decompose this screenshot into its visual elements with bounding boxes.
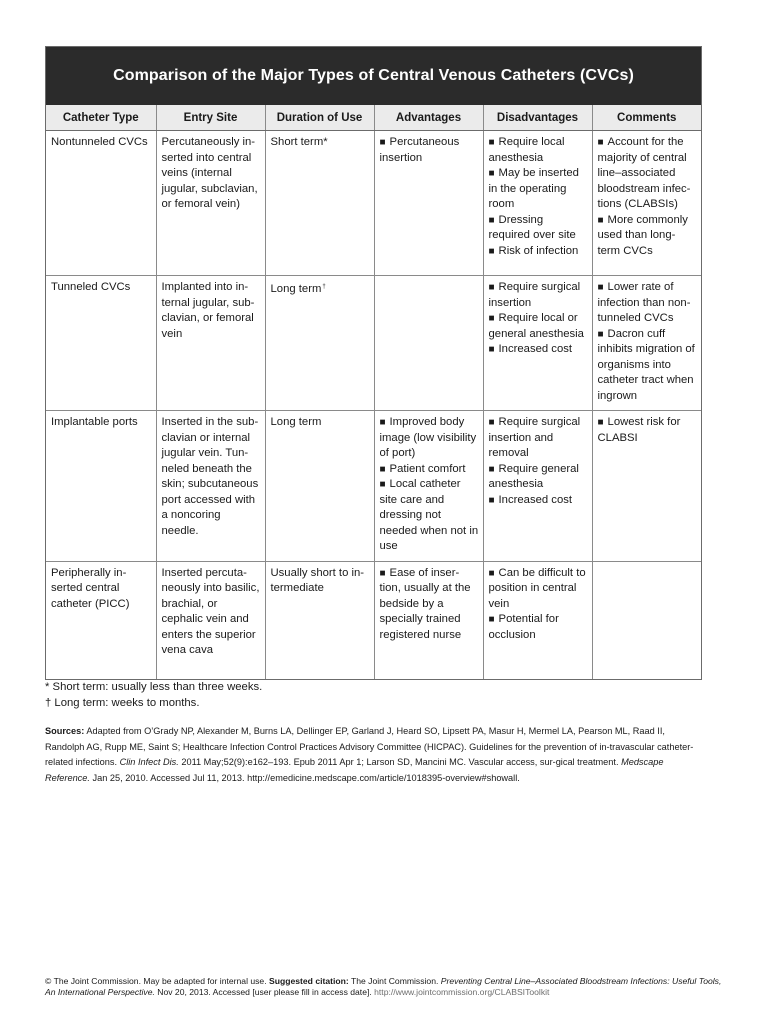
cell-entry-site: [156, 411, 265, 562]
square-bullet-icon: ■: [379, 463, 386, 475]
bullet-item: [598, 213, 698, 260]
cell-duration-text: Usually short to in-termediate: [270, 566, 365, 594]
sources-journal: Clin Infect Dis.: [119, 757, 179, 767]
cell-catheter-type-text: Tunneled CVCs: [51, 281, 131, 293]
bullet-item: [598, 280, 698, 327]
bullet-text: Require general anesthesia: [488, 462, 579, 490]
cell-entry-site: [156, 561, 265, 679]
bullet-item: [380, 135, 479, 166]
cell-advantages: [374, 411, 483, 562]
cell-disadvantages: [483, 561, 592, 679]
square-bullet-icon: ■: [379, 417, 386, 428]
cell-duration: [265, 411, 374, 562]
bullet-text: Risk of infection: [498, 244, 579, 257]
square-bullet-icon: ■: [488, 567, 495, 579]
bullet-text: Improved body image (low visibility of port): [379, 416, 477, 459]
bullet-text: Patient comfort: [389, 462, 466, 475]
bullet-text: May be inserted in the operating room: [488, 167, 579, 210]
square-bullet-icon: ■: [488, 313, 495, 324]
cell-entry-site-text: Implanted into in-ternal jugular, sub-clavian, or femoral vein: [161, 281, 255, 340]
header-disadvantages: Disadvantages: [483, 105, 592, 131]
table-row: [46, 411, 701, 562]
square-bullet-icon: ■: [488, 168, 495, 179]
sources-reference: Medscape Reference.: [45, 757, 664, 783]
bullet-text: Potential for occlusion: [488, 613, 559, 641]
cell-duration: [265, 276, 374, 411]
cell-catheter-type: [46, 276, 156, 411]
bullet-text: Require surgical insertion: [488, 281, 581, 309]
bullet-item: [380, 462, 479, 478]
citation-date: Nov 20, 2013. Accessed [user please fill in access date].: [154, 987, 375, 997]
cell-duration-text: Long term: [270, 416, 322, 428]
bullet-text: Percutaneous insertion: [379, 136, 460, 164]
bullet-text: Require local anesthesia: [488, 136, 565, 164]
table-title: Comparison of the Major Types of Central Venous Catheters (CVCs): [46, 47, 701, 105]
cell-entry-site: [156, 276, 265, 411]
sources-text-3: Jan 25, 2010. Accessed Jul 11, 2013. http://emedicine.medscape.com/article/1018395-overview#showall.: [89, 772, 520, 783]
square-bullet-icon: ■: [379, 479, 386, 490]
table-row: [46, 131, 701, 276]
square-bullet-icon: ■: [597, 214, 604, 226]
cell-comments: [592, 561, 701, 679]
cell-duration-text: Long term: [270, 283, 322, 295]
bullet-item: [489, 280, 588, 311]
bullet-text: Account for the majority of central line–associated bloodstream infec-tions (CLABSIs): [597, 136, 691, 210]
sources-label: Sources:: [45, 726, 85, 736]
bullet-text: Lowest risk for CLABSI: [597, 416, 681, 444]
bullet-item: [489, 244, 588, 260]
bullet-text: Local catheter site care and dressing not needed when not in use: [379, 478, 479, 552]
bullet-item: [489, 493, 588, 509]
header-row: [46, 105, 701, 131]
bullet-text: Ease of inser-tion, usually at the bedside by a specially trained registered nurse: [379, 566, 471, 641]
cell-comments: [592, 276, 701, 411]
square-bullet-icon: ■: [597, 137, 604, 148]
square-bullet-icon: ■: [597, 328, 604, 340]
header-catheter-type: Catheter Type: [46, 105, 156, 131]
bullet-item: [598, 415, 698, 446]
cell-disadvantages: [483, 131, 592, 276]
bullet-item: [489, 612, 588, 643]
bullet-text: Require surgical insertion and removal: [488, 416, 581, 459]
bullet-item: [489, 462, 588, 493]
dagger-mark: †: [322, 284, 326, 290]
table-row: [46, 561, 701, 679]
square-bullet-icon: ■: [488, 614, 495, 625]
square-bullet-icon: ■: [488, 417, 495, 428]
sources-text-2: 2011 May;52(9):e162–193. Epub 2011 Apr 1; Larson SD, Mancini MC. Vascular access, sur-gical treatment.: [178, 757, 622, 767]
bullet-text: Require local or general anesthesia: [488, 312, 584, 340]
bullet-item: [489, 415, 588, 462]
header-entry-site: Entry Site: [156, 105, 265, 131]
cell-entry-site-text: Percutaneously in-serted into central veins (internal jugular, subclavian, or femoral vein): [161, 136, 258, 210]
cell-comments: [592, 131, 701, 276]
square-bullet-icon: ■: [488, 463, 495, 475]
cell-catheter-type-text: Peripherally in-serted central catheter (PICC): [51, 566, 130, 610]
citation-label: Suggested citation:: [269, 976, 349, 986]
bullet-item: [489, 342, 588, 358]
square-bullet-icon: ■: [488, 245, 495, 257]
footnote-short-term: * Short term: usually less than three weeks.: [45, 681, 263, 693]
bullet-item: [489, 566, 588, 613]
cell-catheter-type-text: Nontunneled CVCs: [51, 136, 148, 148]
square-bullet-icon: ■: [488, 282, 495, 293]
footnote-long-term: † Long term: weeks to months.: [45, 696, 200, 709]
cell-advantages: [374, 276, 483, 411]
cell-advantages: [374, 561, 483, 679]
bullet-text: Increased cost: [498, 343, 573, 355]
square-bullet-icon: ■: [597, 282, 604, 293]
table-row: [46, 276, 701, 411]
cell-disadvantages: [483, 411, 592, 562]
square-bullet-icon: ■: [597, 417, 604, 428]
cell-catheter-type-text: Implantable ports: [51, 416, 138, 428]
citation-footer: [45, 976, 725, 998]
header-advantages: Advantages: [374, 105, 483, 131]
citation-text: The Joint Commission.: [348, 976, 441, 986]
footnotes: [45, 680, 262, 711]
bullet-item: [489, 135, 588, 166]
bullet-item: [489, 213, 588, 244]
bullet-text: Dacron cuff inhibits migration of organisms into catheter tract when ingrown: [597, 327, 695, 402]
cell-entry-site-text: Inserted percuta-neously into basilic, brachial, or cephalic vein and enters the superior vena cava: [161, 566, 260, 656]
square-bullet-icon: ■: [379, 137, 386, 148]
cell-duration: [265, 131, 374, 276]
cell-duration-text: Short term*: [270, 136, 328, 148]
sources-text-1: Adapted from O’Grady NP, Alexander M, Burns LA, Dellinger EP, Garland J, Heard SO, Lipsett PA, Masur H, Mermel LA, Pearson ML, Raad II, Randolph AG, Rupp ME, Saint S; Healthcare Infection Control Practices Advisory Committee (HICPAC). Guidelines for the prevention of in-travascular catheter-related infections.: [45, 726, 694, 767]
cell-entry-site-text: Inserted in the sub-clavian or internal jugular vein. Tun-neled beneath the skin; subcutaneous port accessed with a noncoring needle.: [161, 416, 259, 537]
cell-comments: [592, 411, 701, 562]
bullet-text: Lower rate of infection than non-tunneled CVCs: [597, 281, 691, 324]
copyright-text: © The Joint Commission. May be adapted for internal use.: [45, 976, 269, 986]
header-comments: Comments: [592, 105, 701, 131]
cell-duration: [265, 561, 374, 679]
cell-catheter-type: [46, 411, 156, 562]
toolkit-link[interactable]: http://www.jointcommission.org/CLABSIToolkit: [374, 987, 550, 997]
bullet-item: [380, 415, 479, 462]
comparison-grid: [46, 105, 701, 679]
square-bullet-icon: ■: [488, 214, 495, 226]
cell-catheter-type: [46, 561, 156, 679]
header-duration: Duration of Use: [265, 105, 374, 131]
citation-title: Preventing Central Line–Associated Bloodstream Infections: Useful Tools, An International Perspective.: [45, 976, 722, 997]
bullet-item: [489, 311, 588, 342]
bullet-text: Can be difficult to position in central vein: [488, 566, 586, 610]
bullet-text: Dressing required over site: [488, 213, 576, 241]
cell-advantages: [374, 131, 483, 276]
square-bullet-icon: ■: [488, 494, 495, 506]
bullet-item: [598, 327, 698, 405]
bullet-text: More commonly used than long-term CVCs: [597, 213, 688, 257]
square-bullet-icon: ■: [379, 567, 386, 579]
bullet-item: [380, 477, 479, 555]
bullet-text: Increased cost: [498, 493, 573, 506]
bullet-item: [489, 166, 588, 213]
cell-disadvantages: [483, 276, 592, 411]
bullet-item: [598, 135, 698, 213]
sources-paragraph: [45, 724, 705, 786]
bullet-item: [380, 566, 479, 644]
square-bullet-icon: ■: [488, 344, 495, 355]
cell-catheter-type: [46, 131, 156, 276]
cell-entry-site: [156, 131, 265, 276]
cvc-comparison-table: [45, 46, 702, 680]
square-bullet-icon: ■: [488, 137, 495, 148]
